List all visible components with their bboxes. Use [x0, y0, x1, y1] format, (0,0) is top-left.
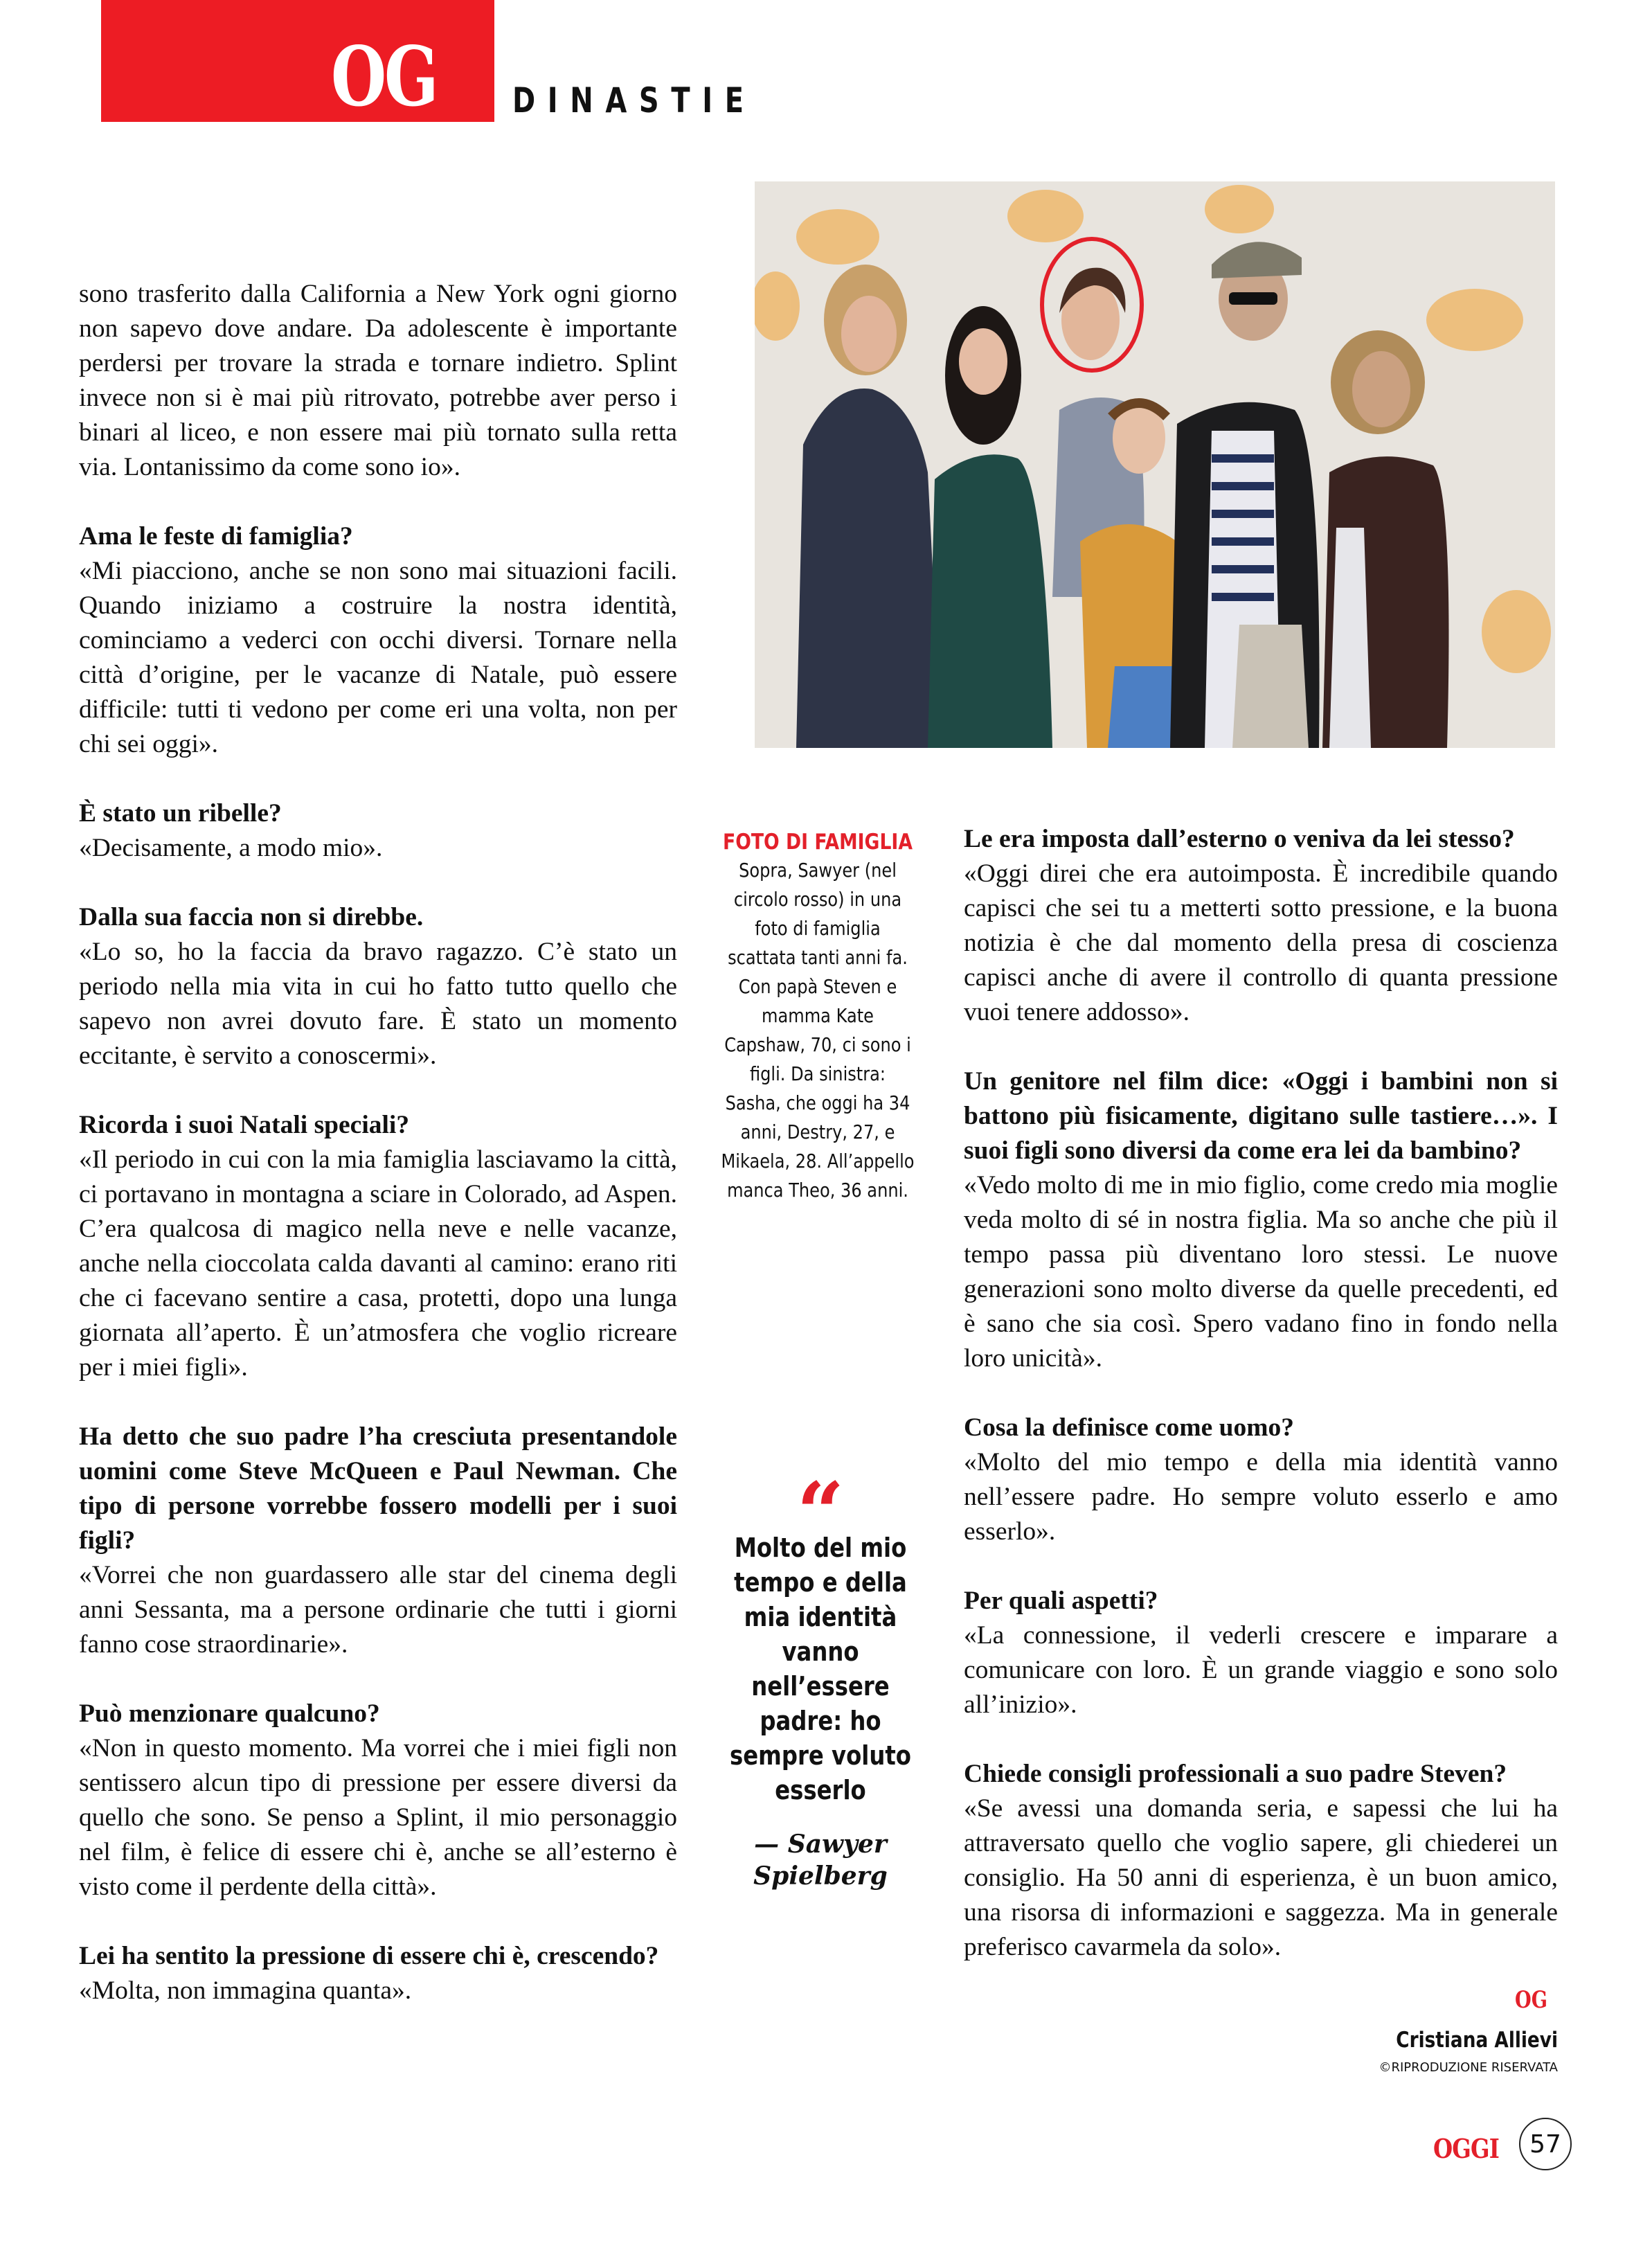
question-text: Dalla sua faccia non si direbbe.: [79, 903, 424, 931]
qa-block: [79, 1697, 677, 1904]
right-column: [964, 822, 1558, 1999]
question-text: È stato un ribelle?: [79, 799, 282, 828]
qa-block: [79, 1420, 677, 1662]
qa-block: [79, 1108, 677, 1385]
question-text: Ricorda i suoi Natali speciali?: [79, 1111, 410, 1139]
question-text: Cosa la definisce come uomo?: [964, 1413, 1295, 1442]
question-text: Un genitore nel film dice: «Oggi i bambini non si battono più fisicamente, digitano sulle tastiere…». I suoi figli sono diversi da come era lei da bambino?: [964, 1067, 1558, 1165]
qa-block: [79, 519, 677, 762]
quote-author: [699, 1828, 942, 1892]
quote-dash: —: [754, 1830, 788, 1859]
answer-text: «Vedo molto di me in mio figlio, come credo mia moglie veda molto di sé in nostra figlia. Ma so anche che più il tempo passa più diventano loro stessi. Le nuove generazioni sono molto diverse da quelle precedenti, ed è sano che sia così. Spero vadano fino in fondo nella loro unicità».: [964, 1171, 1558, 1373]
family-photo: [755, 181, 1555, 748]
pull-quote: [699, 1464, 942, 1892]
answer-text: «Non in questo momento. Ma vorrei che i miei figli non sentissero alcun tipo di pressione per essere diversi da quello che sono. Se penso a Splint, il mio personaggio nel film, è felice di essere chi è, anche se all’esterno è visto come il perdente della città».: [79, 1734, 677, 1901]
answer-text: «Molto del mio tempo e della mia identità vanno nell’essere padre. Ho sempre voluto esserlo e amo esserlo».: [964, 1448, 1558, 1546]
answer-text: «Oggi direi che era autoimposta. È incredibile quando capisci che sei tu a metterti sotto pressione, e la buona notizia è che dal momento della presa di coscienza capisci anche di avere il controllo di quanta pressione vuoi tenere addosso».: [964, 859, 1558, 1026]
quote-mark-icon: “: [796, 1464, 845, 1562]
answer-text: «Il periodo in cui con la mia famiglia lasciavamo la città, ci portavano in montagna a sciare in Colorado, ad Aspen. C’era qualcosa di magico nella neve e nelle vacanze, anche nella cioccolata calda davanti al camino: erano riti che ci facevano sentire a casa, protetti, dopo una lunga giornata all’aperto. È un’atmosfera che voglio ricreare per i miei figli».: [79, 1145, 677, 1382]
section-title: DINASTIE: [512, 80, 756, 120]
caption-body: Sopra, Sawyer (nel circolo rosso) in una foto di famiglia scattata tanti anni fa. Con papà Steven e mamma Kate Capshaw, 70, ci sono i figli. Da sinistra: Sasha, che oggi ha 34 anni, Destry, 27, e Mikaela, 28. All’appello manca Theo, 36 anni.: [721, 859, 915, 1202]
quote-text: Molto del mio tempo e della mia identità vanno nell’essere padre: ho sempre voluto esserlo: [730, 1533, 911, 1805]
qa-block: [79, 900, 677, 1073]
question-text: Lei ha sentito la pressione di essere chi è, crescendo?: [79, 1942, 659, 1970]
question-text: Per quali aspetti?: [964, 1587, 1158, 1615]
answer-text: sono trasferito dalla California a New York ogni giorno non sapevo dove andare. Da adolescente è importante perdersi per trovare la strada e tornare indietro. Splint invece non si è mai più ritrovato, potrebbe aver perso i binari al liceo, e non essere mai più tornato sulla retta via. Lontanissimo da come sono io».: [79, 280, 677, 481]
copyright-notice: ©RIPRODUZIONE RISERVATA: [1379, 2060, 1558, 2075]
author-byline: Cristiana Allievi: [1396, 2028, 1558, 2053]
qa-block: [964, 1584, 1558, 1722]
question-text: Chiede consigli professionali a suo padre Steven?: [964, 1760, 1507, 1788]
question-text: Può menzionare qualcuno?: [79, 1699, 380, 1728]
qa-block: [79, 277, 677, 485]
question-text: Ha detto che suo padre l’ha cresciuta presentandole uomini come Steve McQueen e Paul Newman. Che tipo di persone vorrebbe fossero modelli per i suoi figli?: [79, 1422, 677, 1555]
qa-block: [964, 822, 1558, 1030]
quote-author-name: Sawyer Spielberg: [753, 1830, 888, 1891]
qa-block: [964, 1757, 1558, 1965]
answer-text: «Se avessi una domanda seria, e sapessi che lui ha attraversato quello che voglio sapere, gli chiederei un consiglio. Ha 50 anni di esperienza, è un buon amico, una risorsa di informazioni e saggezza. Ma in generale preferisco cavarmela da solo».: [964, 1794, 1558, 1961]
answer-text: «Mi piacciono, anche se non sono mai situazioni facili. Quando iniziamo a costruire la nostra identità, cominciamo a vederci con occhi diversi. Tornare nella città d’origine, per le vacanze di Natale, può essere difficile: tutti ti vedono per come eri una volta, non per chi sei oggi».: [79, 557, 677, 758]
answer-text: «Molta, non immagina quanta».: [79, 1976, 412, 2005]
answer-text: «La connessione, il vederli crescere e imparare a comunicare con loro. È un grande viaggio e sono solo all’inizio».: [964, 1621, 1558, 1719]
qa-block: [79, 1939, 677, 2008]
answer-text: «Lo so, ho la faccia da bravo ragazzo. C’è stato un periodo nella mia vita in cui ho fatto tutto quello che sapevo non avrei dovuto fare. È stato un momento eccitante, è servito a conoscermi».: [79, 938, 677, 1070]
photo-caption: [703, 828, 932, 1205]
oggi-logo: OGGI: [1433, 2133, 1500, 2164]
qa-block: [79, 796, 677, 866]
question-text: Le era imposta dall’esterno o veniva da lei stesso?: [964, 825, 1515, 853]
og-logo: OG: [331, 28, 437, 125]
left-column: [79, 277, 677, 2043]
qa-block: [964, 1411, 1558, 1549]
caption-title: FOTO DI FAMIGLIA: [722, 830, 913, 855]
end-mark-og-icon: OG: [1515, 1986, 1547, 2014]
answer-text: «Decisamente, a modo mio».: [79, 834, 383, 862]
qa-block: [964, 1064, 1558, 1376]
page-number: 57: [1519, 2118, 1572, 2170]
answer-text: «Vorrei che non guardassero alle star del cinema degli anni Sessanta, ma a persone ordinarie che tutti i giorni fanno cose straordinarie».: [79, 1561, 677, 1659]
family-photo-illustration: [755, 181, 1555, 748]
question-text: Ama le feste di famiglia?: [79, 522, 353, 551]
